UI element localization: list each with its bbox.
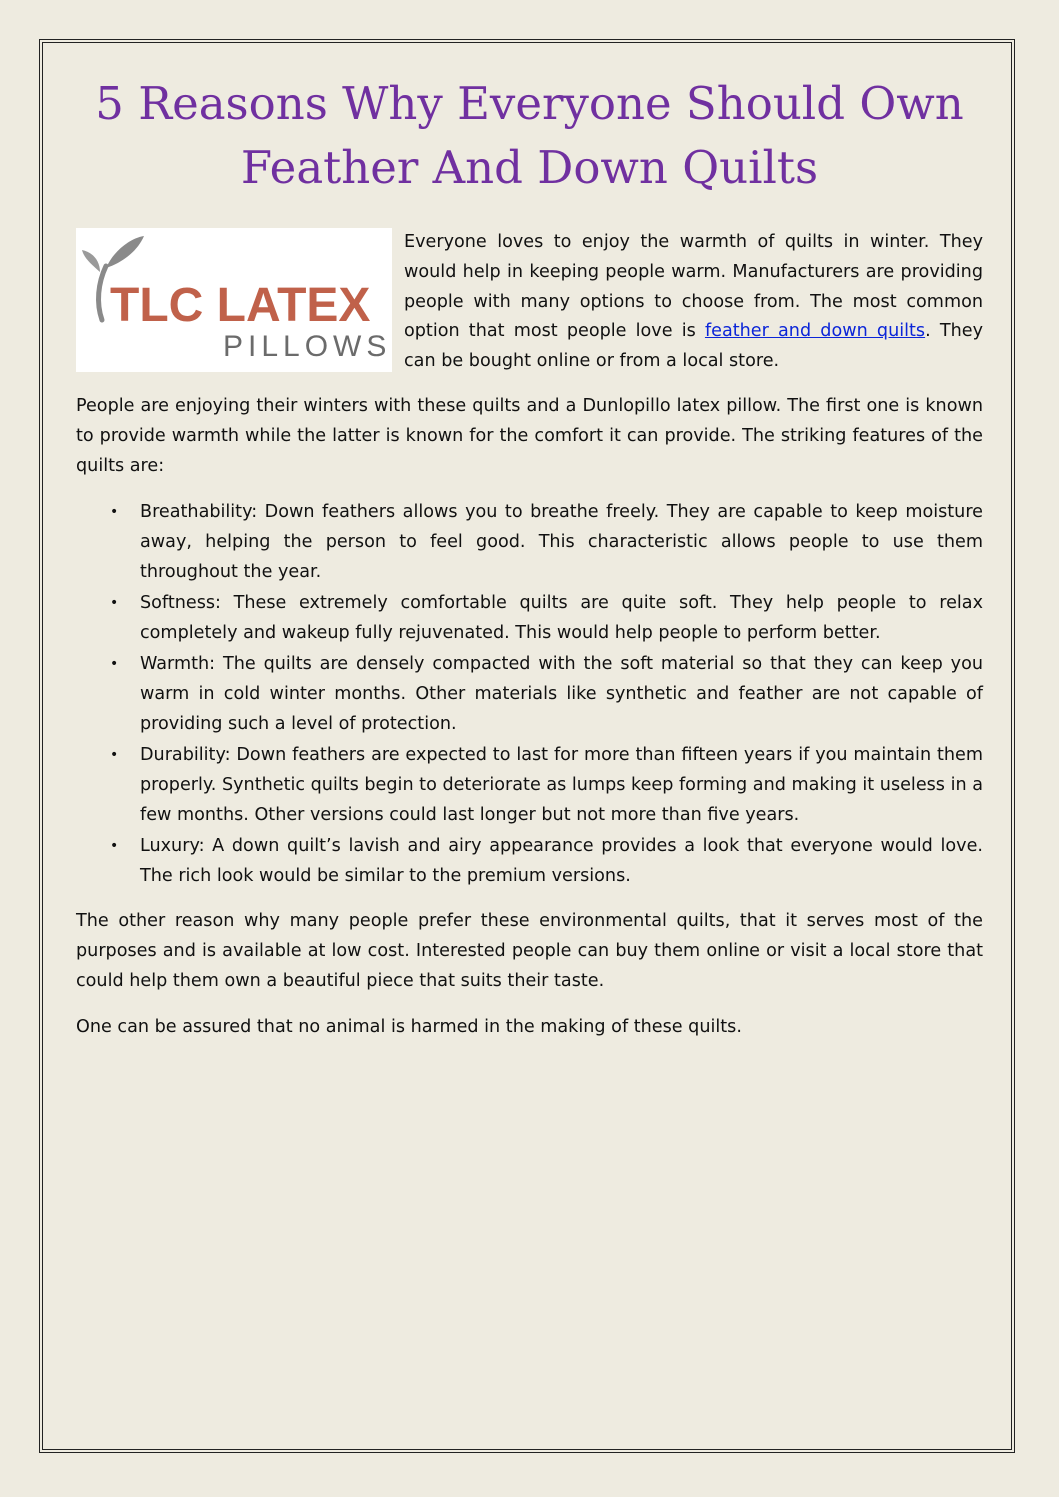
bullet-icon: •	[110, 838, 119, 855]
document-title: 5 Reasons Why Everyone Should Own Feather And Down Quilts	[95, 77, 964, 194]
bullet-icon: •	[110, 747, 119, 764]
list-item-text: Durability: Down feathers are expected to last for more than fifteen years if you maintain them properly. Synthetic quilts begin to deteriorate as lumps keep forming and making it useless in a few months. Other versions could last longer but not more than five years.	[140, 745, 983, 826]
list-item	[110, 831, 983, 891]
features-list	[76, 497, 983, 891]
logo-graphic	[76, 228, 392, 372]
bullet-icon: •	[110, 504, 119, 521]
document-body	[76, 72, 983, 1043]
intro-text-before-link: Everyone loves to enjoy the warmth of quilts in winter. They would help in keeping people warm. Manufacturers are providing people with many options to choose from. The most common option that most people love is	[404, 232, 983, 342]
bullet-icon: •	[110, 595, 119, 612]
paragraph-features-intro: People are enjoying their winters with these quilts and a Dunlopillo latex pillow. The first one is known to provide warmth while the latter is known for the comfort it can provide. The striking features of the quilts are:	[76, 395, 983, 476]
intro-paragraph	[404, 228, 983, 377]
list-item-text: Luxury: A down quilt’s lavish and airy appearance provides a look that everyone would love. The rich look would be similar to the premium versions.	[140, 836, 983, 887]
intro-section	[76, 228, 983, 377]
paragraph-other-reason: The other reason why many people prefer these environmental quilts, that it serves most of the purposes and is available at low cost. Interested people can buy them online or visit a local store that could help them own a beautiful piece that suits their taste.	[76, 911, 983, 991]
list-item-text: Warmth: The quilts are densely compacted with the soft material so that they can keep you warm in cold winter months. Other materials like synthetic and feather are not capable of providing such a level of protection.	[140, 654, 983, 735]
feather-and-down-quilts-link[interactable]: feather and down quilts	[704, 321, 926, 342]
list-item-text: Softness: These extremely comfortable quilts are quite soft. They help people to relax completely and wakeup fully rejuvenated. This would help people to perform better.	[140, 593, 983, 644]
logo-line2: PILLOWS	[223, 330, 392, 363]
logo-line1: TLC LATEX	[110, 279, 371, 332]
list-item-text: Breathability: Down feathers allows you to breathe freely. They are capable to keep moisture away, helping the person to feel good. This characteristic allows people to use them throughout the year.	[140, 502, 983, 583]
bullet-icon: •	[110, 656, 119, 673]
paragraph-closing: One can be assured that no animal is harmed in the making of these quilts.	[76, 1016, 742, 1037]
intro-text-after-link: . They can be bought online or from a local store.	[404, 321, 983, 372]
tlc-latex-pillows-logo	[76, 228, 392, 372]
list-item	[110, 588, 983, 648]
list-item	[110, 649, 983, 739]
list-item	[110, 497, 983, 587]
list-item	[110, 740, 983, 830]
